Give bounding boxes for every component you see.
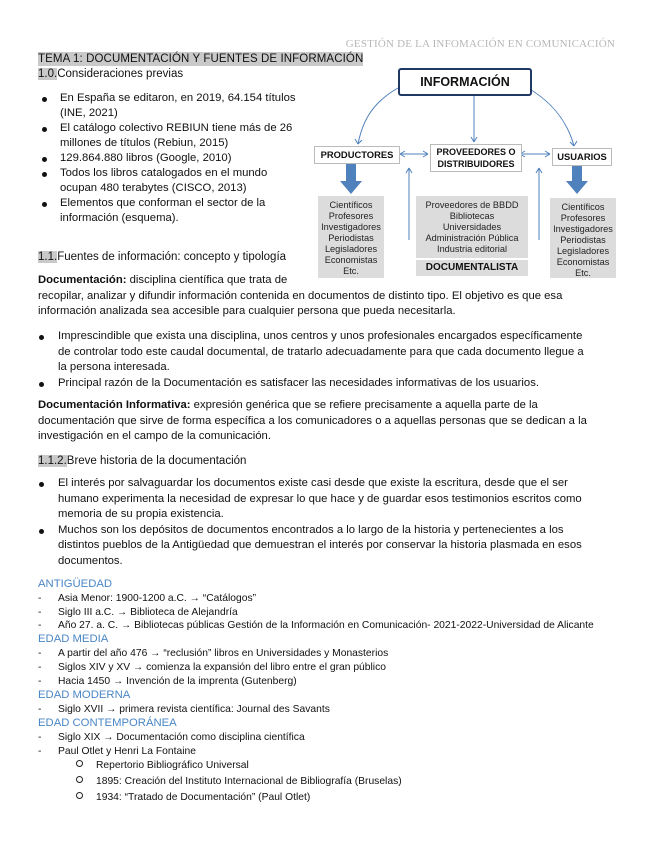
subsection-heading-1-0	[38, 67, 183, 81]
timeline-subitem: 1934: “Tratado de Documentación” (Paul Otlet)	[76, 791, 310, 804]
producers-list-box: Científicos Profesores Investigadores Periodistas Legisladores Economistas Etc.	[318, 196, 384, 278]
timeline-item: - Siglo XVII → primera revista científica: Journal des Savants	[38, 704, 330, 715]
bullet-dot	[39, 529, 44, 534]
intro-bullet-list	[38, 91, 308, 226]
circle-bullet-icon	[76, 760, 83, 767]
bullet-dot	[39, 335, 44, 340]
timeline-item: - Año 27. a. C. → Bibliotecas públicas Gestión de la Información en Comunicación- 2021-2022-Universidad de Alicante	[38, 620, 594, 631]
period-heading-edad-moderna: EDAD MODERNA	[38, 689, 131, 701]
timeline-item: - Hacia 1450 → Invención de la imprenta (Gutenberg)	[38, 676, 297, 687]
bullet-dot	[42, 172, 47, 177]
bullet-dot	[39, 382, 44, 387]
documentation-bullet-list	[38, 329, 618, 391]
definition-documentacion-informativa: Documentación Informativa: expresión genérica que se refiere precisamente a aquella parte de la documentación que sirve de forma específica a los comunicadores o a aquellas personas que se dedican a la investigación en el campo de la comunicación.	[38, 399, 587, 442]
list-item: 129.864.880 libros (Google, 2010)	[38, 151, 308, 166]
bullet-dot	[42, 202, 47, 207]
producers-box: PRODUCTORES	[314, 146, 400, 164]
list-item: Imprescindible que exista una disciplina, unos centros y unos profesionales encargados específicamente de controlar todo este caudal documental, de tratarlo adecuadamente para que cada documento llegue a la persona interesada.	[38, 329, 618, 376]
history-bullet-list	[38, 476, 618, 569]
list-item: Principal razón de la Documentación es satisfacer las necesidades informativas de los usuarios.	[38, 376, 618, 392]
period-heading-edad-contemporanea: EDAD CONTEMPORÁNEA	[38, 717, 177, 729]
list-item: En España se editaron, en 2019, 64.154 títulos (INE, 2021)	[38, 91, 308, 121]
bullet-dot	[42, 97, 47, 102]
subsection-number: 1.1.	[38, 251, 58, 263]
timeline-item: - Asia Menor: 1900-1200 a.C. → “Catálogos”	[38, 593, 257, 604]
timeline-item: - Siglo XIX → Documentación como disciplina científica	[38, 732, 305, 743]
bullet-dot	[42, 157, 47, 162]
list-item: Todos los libros catalogados en el mundo ocupan 480 terabytes (CISCO, 2013)	[38, 166, 308, 196]
list-item: El catálogo colectivo REBIUN tiene más de 26 millones de títulos (Rebiun, 2015)	[38, 121, 308, 151]
distributors-list-box: Proveedores de BBDD Bibliotecas Universidades Administración Pública Industria editorial	[416, 196, 528, 258]
list-item: Muchos son los depósitos de documentos encontrados a lo largo de la historia y pertenecientes a los distintos pueblos de la Antigüedad que demuestran el interés por conservar la historia plasmada en esos documentos.	[38, 523, 618, 570]
timeline-item: - Siglos XIV y XV → comienza la expansión del libro entre el gran público	[38, 662, 386, 673]
definition-documentacion: Documentación: disciplina científica que trata de recopilar, analizar y difundir información contenida en documentos de distinto tipo. El objetivo es que esa información analizada sea accesible para cualquier persona que pueda necesitarla.	[38, 274, 563, 317]
users-box: USUARIOS	[552, 148, 612, 166]
timeline-item: - A partir del año 476 → “reclusión” libros en Universidades y Monasterios	[38, 648, 389, 659]
information-box: INFORMACIÓN	[398, 68, 532, 96]
period-heading-edad-media: EDAD MEDIA	[38, 633, 109, 645]
subsection-number: 1.1.2.	[38, 455, 67, 467]
list-item: Elementos que conforman el sector de la información (esquema).	[38, 196, 308, 226]
subsection-number: 1.0.	[38, 68, 58, 80]
timeline-item: - Siglo III a.C. → Biblioteca de Alejandría	[38, 607, 238, 618]
distributors-box: PROVEEDORES O DISTRIBUIDORES	[430, 144, 522, 172]
subsection-title: Fuentes de información: concepto y tipología	[57, 251, 287, 263]
running-header: GESTIÓN DE LA INFOMACIÓN EN COMUNICACIÓN	[345, 38, 615, 50]
subsection-heading-1-1-2	[38, 454, 246, 468]
timeline-subitem: 1895: Creación del Instituto Internacional de Bibliografía (Bruselas)	[76, 775, 402, 788]
bullet-dot	[42, 127, 47, 132]
timeline-subitem: Repertorio Bibliográfico Universal	[76, 759, 249, 772]
documentalist-box: DOCUMENTALISTA	[416, 260, 528, 276]
timeline-item: - Paul Otlet y Henri La Fontaine	[38, 746, 196, 757]
bullet-dot	[39, 482, 44, 487]
subsection-title: Consideraciones previas	[57, 68, 184, 80]
definition-term: Documentación Informativa:	[38, 399, 191, 411]
section-title: TEMA 1: DOCUMENTACIÓN Y FUENTES DE INFORMACIÓN	[38, 53, 364, 65]
period-heading-antiguedad: ANTIGÜEDAD	[38, 578, 113, 590]
circle-bullet-icon	[76, 792, 83, 799]
subsection-title: Breve historia de la documentación	[66, 455, 247, 467]
circle-bullet-icon	[76, 776, 83, 783]
subsection-heading-1-1	[38, 250, 286, 264]
users-list-box: Científicos Profesores Investigadores Periodistas Legisladores Economistas Etc.	[550, 198, 616, 278]
information-sector-diagram	[310, 64, 620, 280]
list-item: El interés por salvaguardar los documentos existe casi desde que existe la escritura, desde que el ser humano experimenta la necesidad de expresar lo que hace y de guardar esos testimonios escritos como memoria de su propia existencia.	[38, 476, 618, 523]
definition-term: Documentación:	[38, 274, 127, 286]
